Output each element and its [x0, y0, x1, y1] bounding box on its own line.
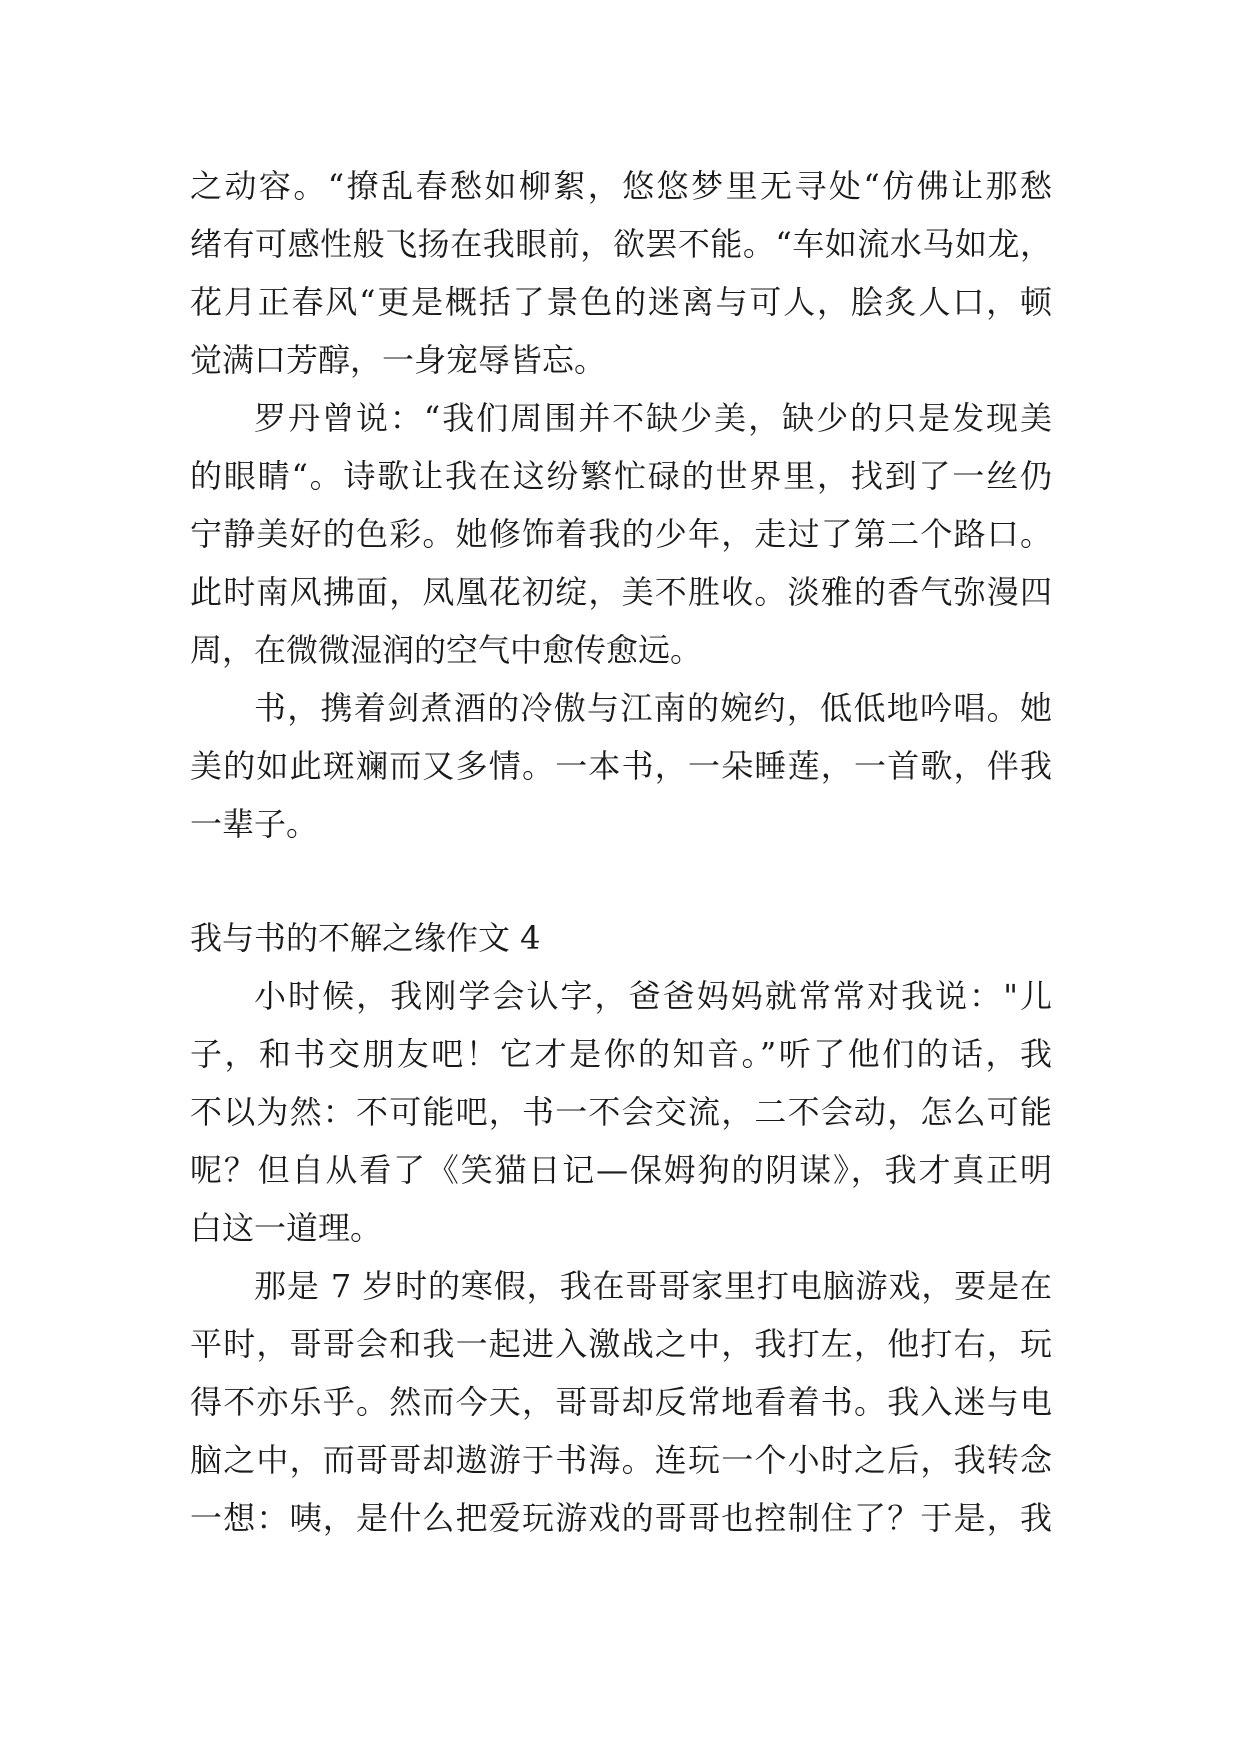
paragraph-line: 之动容。“撩乱春愁如柳絮，悠悠梦里无寻处“仿佛让那愁: [190, 167, 1052, 205]
section-heading: 我与书的不解之缘作文 4: [190, 919, 541, 957]
paragraph-line: 平时，哥哥会和我一起进入激战之中，我打左，他打右，玩: [190, 1325, 1052, 1363]
paragraph-line: 的眼睛“。诗歌让我在这纷繁忙碌的世界里，找到了一丝仍: [190, 457, 1052, 495]
paragraph-line: 书，携着剑煮酒的冷傲与江南的婉约，低低地吟唱。她: [254, 689, 1052, 727]
paragraph-line: 周，在微微湿润的空气中愈传愈远。: [190, 631, 703, 669]
paragraph-line: 不以为然：不可能吧，书一不会交流，二不会动，怎么可能: [190, 1093, 1052, 1131]
paragraph-line: 小时候，我刚学会认字，爸爸妈妈就常常对我说："儿: [254, 977, 1052, 1015]
paragraph-line: 得不亦乐乎。然而今天，哥哥却反常地看着书。我入迷与电: [190, 1383, 1052, 1421]
paragraph-line: 宁静美好的色彩。她修饰着我的少年，走过了第二个路口。: [190, 515, 1052, 553]
paragraph-line: 美的如此斑斓而又多情。一本书，一朵睡莲，一首歌，伴我: [190, 747, 1052, 785]
paragraph-line: 罗丹曾说：“我们周围并不缺少美，缺少的只是发现美: [254, 399, 1052, 437]
paragraph-line: 花月正春风“更是概括了景色的迷离与可人，脍炙人口，顿: [190, 283, 1052, 321]
paragraph-line: 一想：咦，是什么把爱玩游戏的哥哥也控制住了？于是，我: [190, 1499, 1052, 1537]
paragraph-line: 觉满口芳醇，一身宠辱皆忘。: [190, 341, 607, 379]
paragraph-line: 一辈子。: [190, 805, 319, 843]
paragraph-line: 白这一道理。: [190, 1209, 383, 1247]
paragraph-line: 此时南风拂面，凤凰花初绽，美不胜收。淡雅的香气弥漫四: [190, 573, 1052, 611]
paragraph-line: 那是 7 岁时的寒假，我在哥哥家里打电脑游戏，要是在: [254, 1267, 1052, 1305]
paragraph-line: 子，和书交朋友吧！它才是你的知音。”听了他们的话，我: [190, 1035, 1052, 1073]
paragraph-line: 脑之中，而哥哥却遨游于书海。连玩一个小时之后，我转念: [190, 1441, 1052, 1479]
paragraph-line: 绪有可感性般飞扬在我眼前，欲罢不能。“车如流水马如龙，: [190, 225, 1052, 263]
paragraph-line: 呢？但自从看了《笑猫日记—保姆狗的阴谋》，我才真正明: [190, 1151, 1052, 1189]
